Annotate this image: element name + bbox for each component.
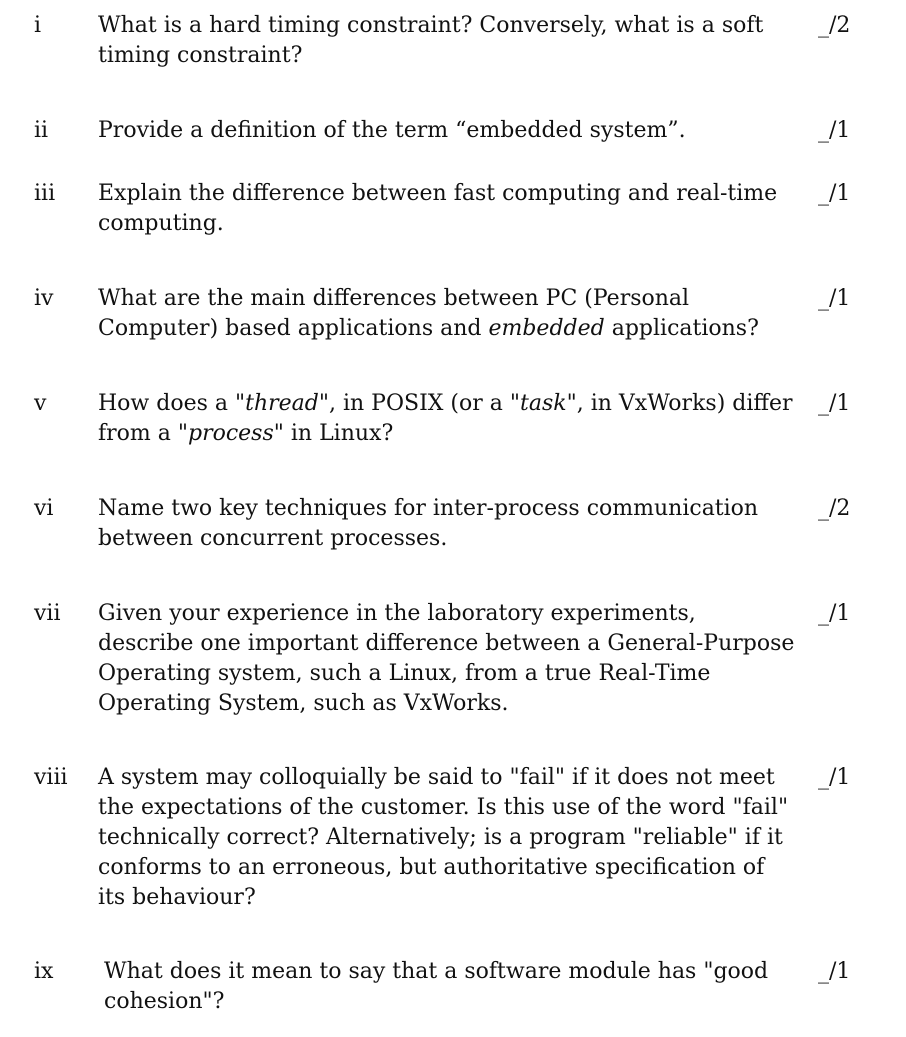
question-text-emphasis: thread [245, 391, 319, 416]
question-text: What does it mean to say that a software module has "good cohesion"? [104, 959, 769, 1014]
question-text: What is a hard timing constraint? Conversely, what is a soft timing constraint? [98, 13, 764, 68]
question-text-part: ", in POSIX (or a " [318, 391, 521, 416]
mark-allocation: _/1 [818, 959, 851, 984]
question-text: Provide a definition of the term “embedded system”. [98, 118, 686, 143]
question-text-part: How does a " [98, 391, 246, 416]
mark-allocation: _/1 [818, 765, 851, 790]
question-number: viii [34, 765, 68, 790]
question-number: i [34, 13, 42, 38]
question-number: vii [34, 601, 61, 626]
mark-allocation: _/2 [818, 496, 851, 521]
question-text [98, 284, 798, 344]
question-number: ix [34, 959, 54, 984]
question-text: A system may colloquially be said to "fail" if it does not meet the expectations of the customer. Is this use of the word "fail" technically correct? Alternatively; is a program "reliable" if it conforms to an erroneous, but authoritative specification of its behaviour? [98, 765, 789, 910]
mark-allocation: _/1 [818, 118, 851, 143]
question-text: Name two key techniques for inter-process communication between concurrent processes. [98, 496, 759, 551]
mark-allocation: _/1 [818, 181, 851, 206]
question-number: iv [34, 286, 54, 311]
mark-allocation: _/2 [818, 13, 851, 38]
question-text-part: What are the main differences between PC (Personal Computer) based applications and [98, 286, 690, 341]
mark-allocation: _/1 [818, 391, 851, 416]
question-text-part: applications? [604, 316, 759, 341]
question-text: Explain the difference between fast computing and real-time computing. [98, 181, 778, 236]
mark-allocation: _/1 [818, 286, 851, 311]
question-text-part: " in Linux? [273, 421, 394, 446]
question-number: ii [34, 118, 49, 143]
question-text [98, 389, 798, 449]
question-text-emphasis: process [188, 421, 274, 446]
question-text-part: ", in VxWorks) differ from a " [98, 391, 793, 446]
mark-allocation: _/1 [818, 601, 851, 626]
question-number: vi [34, 496, 54, 521]
question-number: v [34, 391, 47, 416]
question-number: iii [34, 181, 56, 206]
question-text-emphasis: embedded [488, 316, 605, 341]
question-text: Given your experience in the laboratory experiments, describe one important difference between a General-Purpose Operating system, such a Linux, from a true Real-Time Operating System, such as VxWorks. [98, 601, 795, 716]
question-text-emphasis: task [520, 391, 567, 416]
